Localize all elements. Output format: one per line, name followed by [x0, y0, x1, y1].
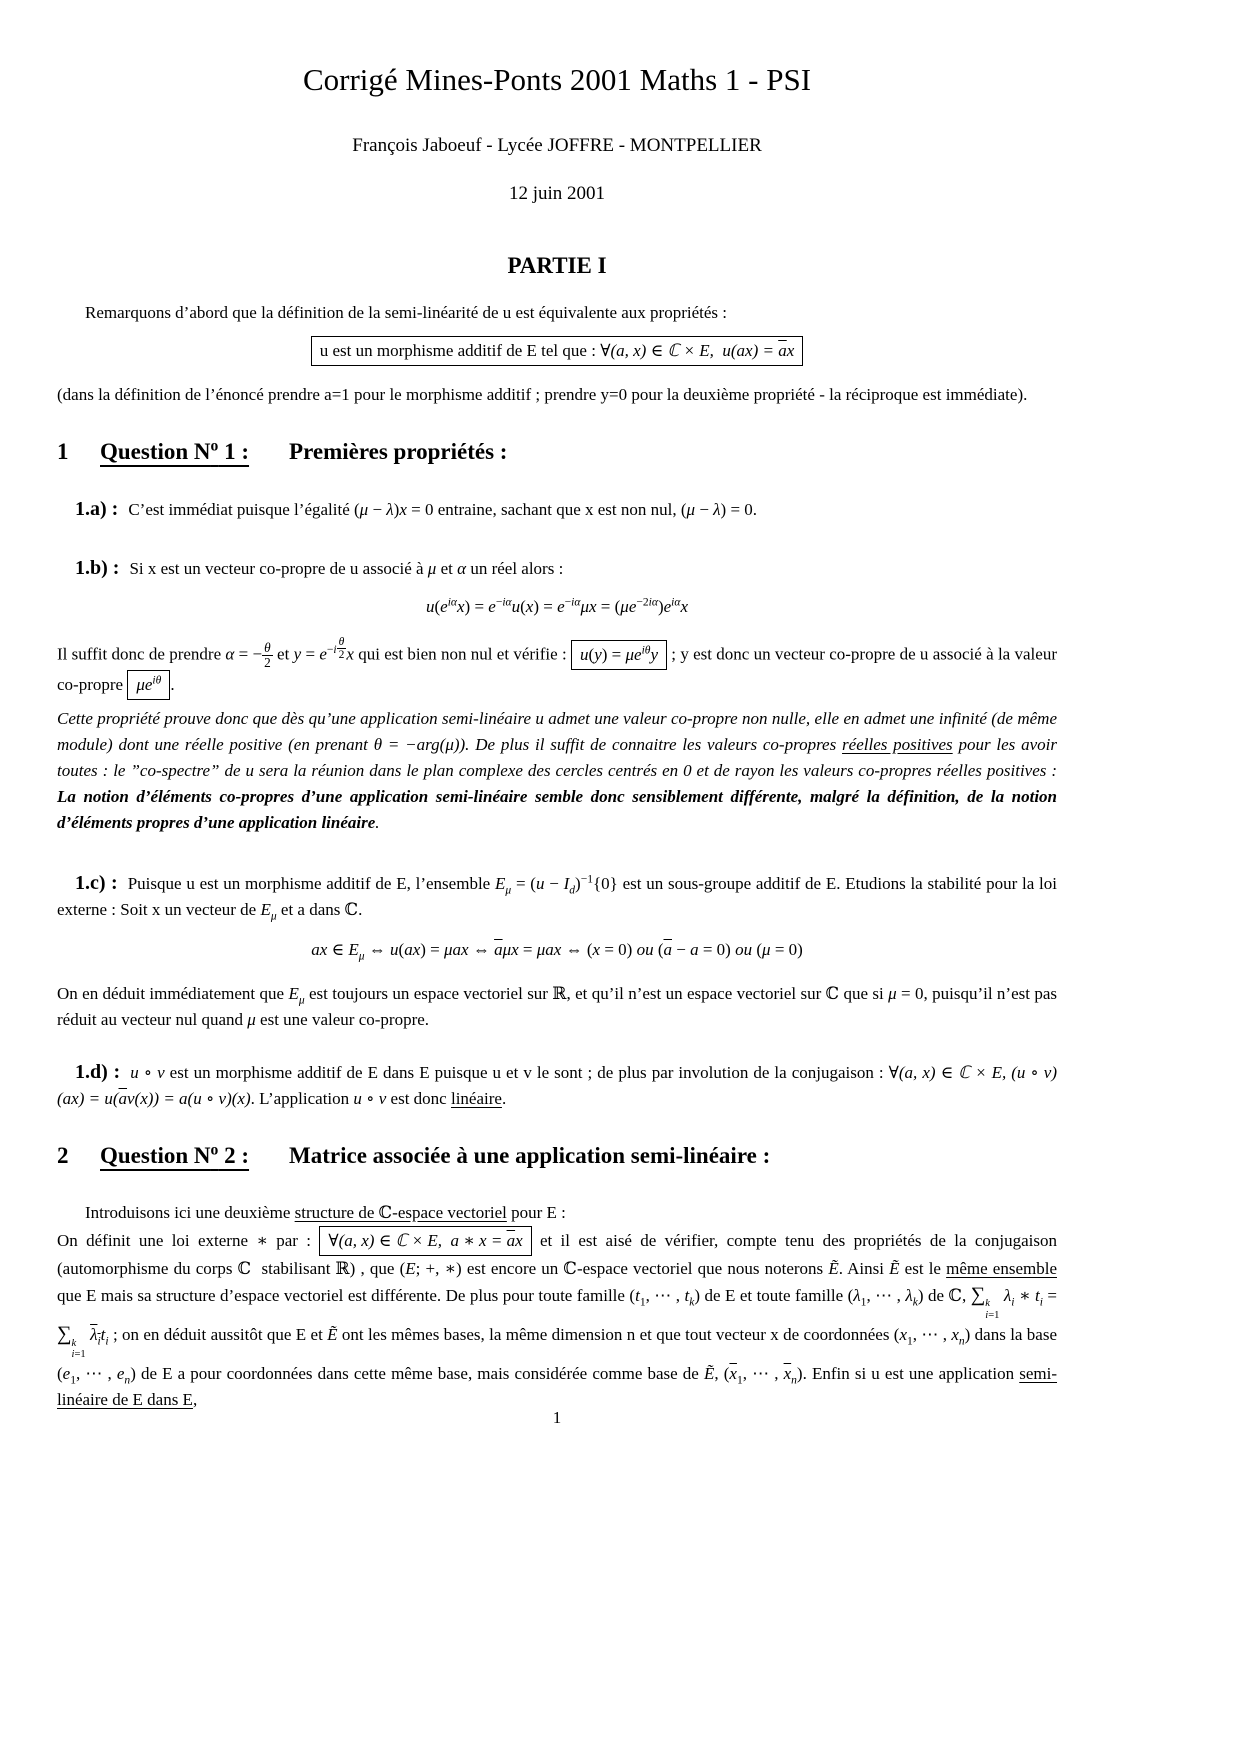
- item-1d-label: 1.d) :: [75, 1060, 121, 1083]
- section-2-body: On définit une loi externe ∗ par : ∀(a, x) ∈ ℂ × E, a ∗ $x = \overline{a}x$ et il est aisé de vérifier, compte tenu des propriétés de la conjugaison (automorphisme du corps ℂ stabilisant ℝ) , que (E; +, ∗) est encore un ℂ-espace vectoriel que nous noterons Ẽ. Ainsi Ẽ est le même ensemble que E mais sa structure d’espace vectoriel est différente. De plus pour toute famille ($t_1$, ⋯ , $t_k$) de E et toute famille ($\lambda_1$, ⋯ , $\lambda_k$) de ℂ, ∑ k i=1 $\lambda_i$ ∗ $t_i$ = ∑ k i=1 $\lambda_it_i$ ; on en déduit aussitôt que E et Ẽ ont les mêmes bases, la même dimension n et que tout vecteur x de coordonnées ($x_1$, ⋯ , $x_n$) dans la base ($e_1$, ⋯ , $e_n$) de E a pour coordonnées dans cette même base, mais considérée comme base de Ẽ, ($\overline{x}_1$, ⋯ , $\overline{x}_n$). Enfin si u est une application semi-linéaire de E dans E,: [57, 1226, 1057, 1413]
- item-1c-followup: On en déduit immédiatement que $E_\mu$ est toujours un espace vectoriel sur ℝ, et qu’il n’est un espace vectoriel sur ℂ que si μ = 0, puisqu’il n’est pas réduit au vecteur nul quand μ est une valeur co-propre.: [57, 983, 1057, 1029]
- item-1b-followup: Il suffit donc de prendre α = − $\frac{\theta}{2}$ et $y = e^{-i \frac{\theta}{2}}$ x qui est bien non nul et vérifie : $u(y) = \mu e^{i\theta}y$ ; y est donc un vecteur co-propre de u associé à la valeur co-propre $\mu e^{i\theta}$ .: [57, 636, 1057, 700]
- item-1a-label: 1.a) :: [75, 498, 119, 520]
- title-block: [57, 62, 1057, 206]
- intro-paragraph: Remarquons d’abord que la définition de la semi-linéarité de u est équivalente aux propriétés :: [85, 303, 728, 322]
- item-1b-display-formula: $u(e^{i\alpha}x) = e^{-i\alpha}u(x) = e^{-i\alpha}\mu x = (\mu e^{-2i\alpha})e^{i\alpha}x$: [425, 595, 688, 616]
- section-2-heading: [57, 1142, 1057, 1170]
- item-1b-paragraph: [57, 555, 1057, 582]
- item-1b-remark: Cette propriété prouve donc que dès qu’une application semi-linéaire u admet une valeur co-propre non nulle, elle en admet une infinité (de même module) dont une réelle positive (en prenant θ = −arg(μ)). De plus il suffit de connaitre les valeurs co-propres réelles positives pour les avoir toutes : le ”co-spectre” de u sera la réunion dans le plan complexe des cercles centrés en 0 et de rayon les valeurs co-propres réelles positives : La notion d’éléments co-propres d’une application semi-linéaire semble donc sensiblement différente, malgré la définition, de la notion d’éléments propres d’une application linéaire.: [57, 708, 1058, 832]
- item-1c-label: 1.c) :: [75, 871, 118, 894]
- item-1b-text: Si x est un vecteur co-propre de u associé à μ et α un réel alors :: [129, 559, 564, 578]
- boxed-definition-row: [57, 336, 1057, 366]
- section-2-subtitle: Matrice associée à une application semi-linéaire :: [289, 1142, 771, 1168]
- item-1a-paragraph: [57, 496, 1057, 523]
- document-title: Corrigé Mines-Ponts 2001 Maths 1 - PSI: [302, 62, 812, 97]
- item-1a-text: C’est immédiat puisque l’égalité (μ − λ)x = 0 entraine, sachant que x est non nul, (μ − λ) = 0.: [128, 500, 758, 519]
- boxed-definition-formula: u est un morphisme additif de E tel que : ∀(a, x) ∈ ℂ × E, $u(ax) = \overline{a}x$: [311, 336, 804, 366]
- section-1-number: 1: [57, 439, 69, 464]
- item-1b-label: 1.b) :: [75, 557, 120, 579]
- item-1c-paragraph: [57, 870, 1057, 923]
- section-1-subtitle: Premières propriétés :: [289, 439, 508, 464]
- item-1c-text: Puisque u est un morphisme additif de E, l’ensemble $E_\mu = (u - I_d)^{-1}\{0\}$ est un sous-groupe additif de E. Etudions la stabilité pour la loi externe : Soit x un vecteur de $E_\mu$ et a dans ℂ.: [57, 872, 1057, 923]
- item-1d-paragraph: [57, 1059, 1057, 1112]
- item-1c-display-formula: ax ∈ $E_\mu$ ⇔ u(ax) = μax ⇔ $\overline{a}\mu x = \mu ax$ ⇔ (x = 0) ou $(\overline{a} - a = 0)$ ou (μ = 0): [311, 939, 803, 963]
- page-number: 1: [552, 1408, 562, 1427]
- part-1-heading: PARTIE I: [507, 253, 607, 278]
- author-line: François Jaboeuf - Lycée JOFFRE - MONTPELLIER: [352, 135, 762, 156]
- section-2-title: Question $N^o$ 2 :: [100, 1141, 250, 1168]
- date-line: 12 juin 2001: [508, 183, 606, 204]
- section-1-heading: [57, 438, 1057, 466]
- parenthetical-note: (dans la définition de l’énoncé prendre a=1 pour le morphisme additif ; prendre y=0 pour la deuxième propriété - la réciproque est immédiate).: [57, 385, 1028, 404]
- item-1d-text: u ∘ v est un morphisme additif de E dans E puisque u et v le sont ; de plus par involution de la conjugaison : ∀(a, x) ∈ ℂ × E, (u ∘ $v)(ax) = u(\overline{a}v(x)) = a(u$ ∘ v)(x). L’application u ∘ v est donc linéaire.: [57, 1062, 1057, 1108]
- section-1-title: Question $N^o$ 1 :: [100, 437, 250, 464]
- section-2-intro: Introduisons ici une deuxième structure de ℂ-espace vectoriel pour E :: [85, 1202, 566, 1222]
- section-2-number: 2: [57, 1142, 69, 1168]
